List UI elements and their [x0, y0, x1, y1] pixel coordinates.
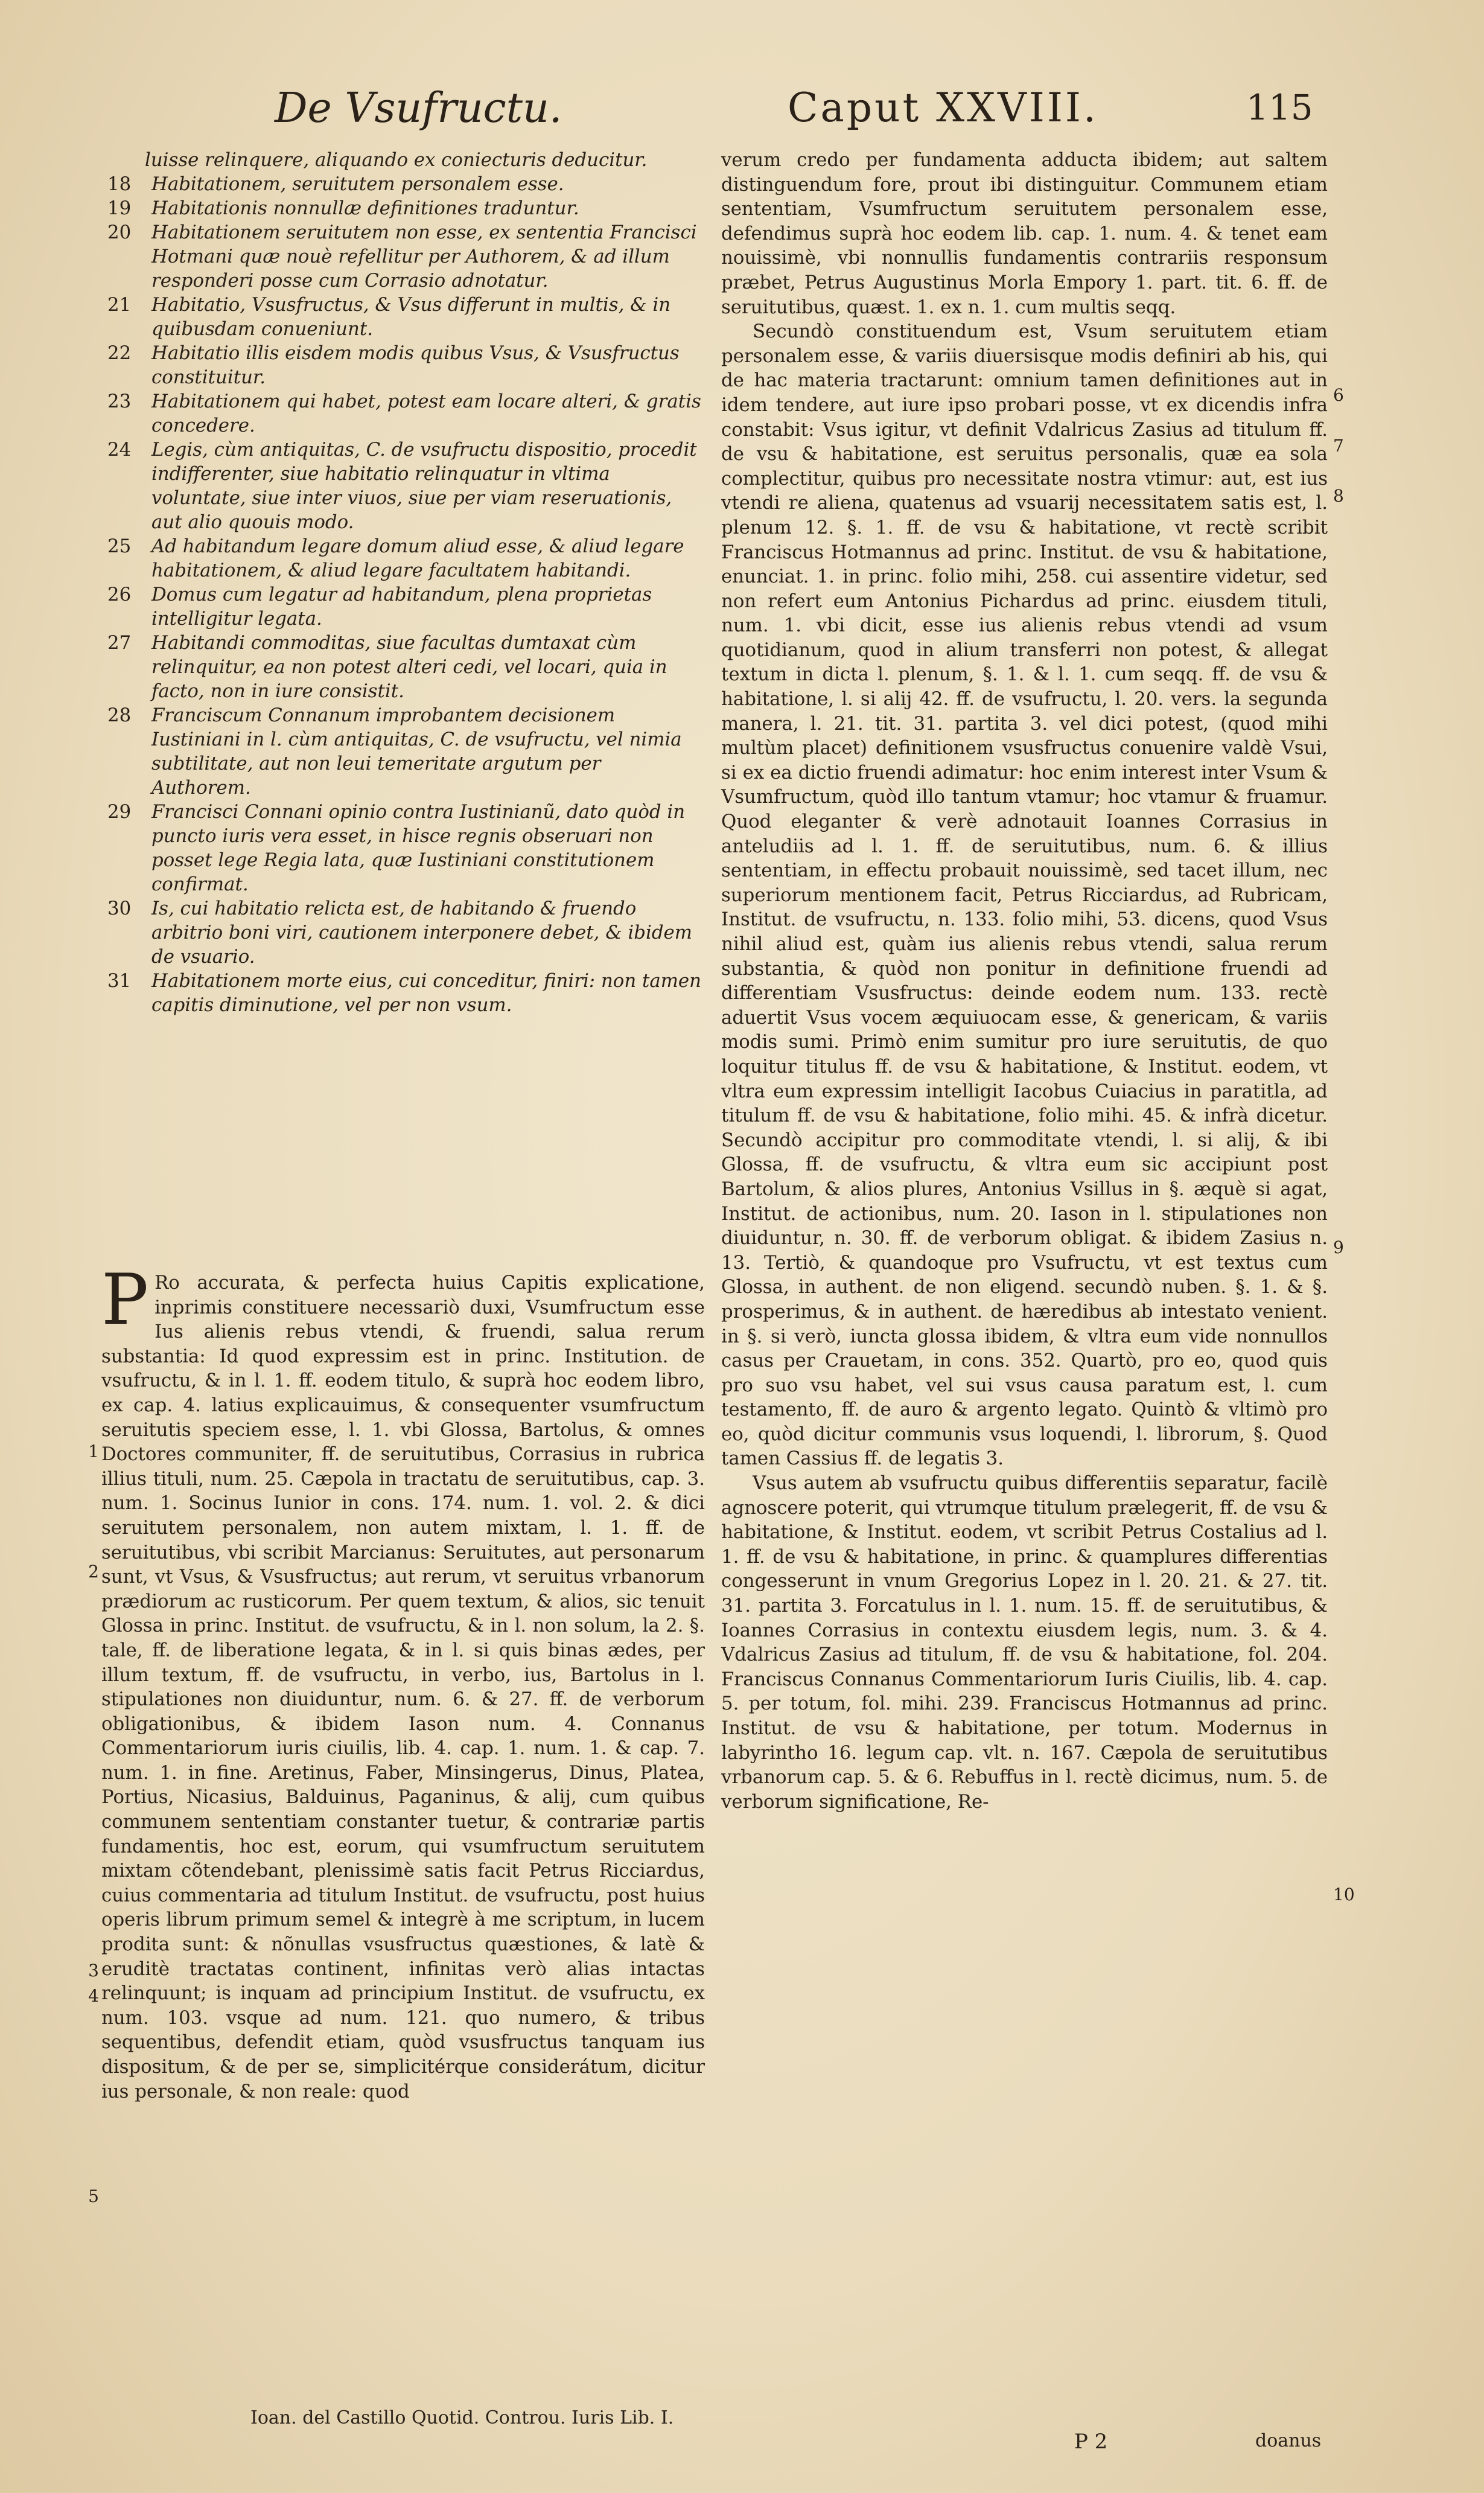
summary-item	[101, 438, 705, 534]
summary-item	[101, 341, 705, 389]
summary-item-number: 23	[107, 391, 132, 412]
margin-number: 4	[88, 1986, 99, 2006]
margin-number: 6	[1333, 385, 1344, 405]
summary-item-number: 30	[107, 898, 132, 919]
summary-item	[101, 703, 705, 800]
right-paragraph-1: verum credo per fundamenta adducta ibidem; aut saltem distinguendum fore, prout ibi distinguitur. Communem etiam sententiam, Vsumfructum seruitutem personalem esse, defendimus suprà hoc eodem lib. cap. 1. num. 4. & tenet eam nouissimè, vbi nonnullis fundamentis contrariis responsum præbet, Petrus Augustinus Morla Empory 1. part. tit. 6. ff. de seruitutibus, quæst. 1. ex n. 1. cum multis seqq.	[721, 149, 1328, 318]
summary-item	[101, 293, 705, 341]
summary-item-number: 29	[107, 801, 132, 823]
summary-item-text: Habitationis nonnullæ definitiones traduntur.	[151, 197, 579, 219]
summary-item-number: 28	[107, 704, 132, 726]
margin-number: 7	[1333, 436, 1344, 456]
margin-number: 5	[88, 2186, 99, 2206]
summary-item	[101, 969, 705, 1017]
margin-number: 2	[88, 1562, 99, 1582]
summary-item	[101, 583, 705, 631]
summary-item-text: Habitandi commoditas, siue facultas dumtaxat cùm relinquitur, ea non potest alteri cedi, vel locari, quia in facto, non in iure consistit.	[151, 632, 667, 702]
summary-item-text: Legis, cùm antiquitas, C. de vsufructu dispositio, procedit indifferenter, siue habitatio relinquatur in vltima voluntate, siue inter viuos, siue per viam reseruationis, aut alio quouis modo.	[151, 439, 697, 533]
chapter-heading: Caput XXVIII.	[788, 85, 1098, 131]
summary-item-text: Habitationem, seruitutem personalem esse.	[151, 173, 564, 195]
summary-item	[101, 896, 705, 969]
summary-item-text: Ad habitandum legare domum aliud esse, & aliud legare habitationem, & aliud legare facultatem habitandi.	[151, 535, 684, 581]
margin-number: 10	[1333, 1885, 1355, 1904]
main-text-right	[721, 148, 1328, 1814]
summary-item-text: Habitationem qui habet, potest eam locare alteri, & gratis concedere.	[151, 391, 701, 436]
drop-cap: P	[101, 1259, 149, 1341]
summary-list	[101, 172, 705, 1017]
running-title: De Vsufructu.	[275, 85, 562, 132]
summary-item-number: 22	[107, 342, 132, 364]
catchword-left: Ioan. del Castillo Quotid. Controu. Iuris Lib. I.	[250, 2407, 674, 2428]
main-text-left	[101, 1259, 705, 2104]
main-paragraph-1: Ro accurata, & perfecta huius Capitis explicatione, inprimis constituere necessariò duxi, Vsumfructum esse Ius alienis rebus vtendi, & fruendi, salua rerum substantia: Id quod expressim est in princ. Institution. de vsufructu, & in l. 1. ff. eodem titulo, & suprà hoc eodem libro, ex cap. 4. latius explicauimus, & consequenter vsumfructum seruitutis speciem esse, l. 1. vbi Glossa, Bartolus, & omnes Doctores communiter, ff. de seruitutibus, Corrasius in rubrica illius tituli, num. 25. Cæpola in tractatu de seruitutibus, cap. 3. num. 1. Socinus Iunior in cons. 174. num. 1. vol. 2. & dici seruitutem personalem, non autem mixtam, l. 1. ff. de seruitutibus, vbi scribit Marcianus: Seruitutes, aut personarum sunt, vt Vsus, & Vsusfructus; aut rerum, vt seruitus vrbanorum prædiorum ac rusticorum. Per quem textum, & alios, sic tenuit Glossa in princ. Institut. de vsufructu, & in l. non solum, la 2. §. tale, ff. de liberatione legata, & in l. si quis binas ædes, per illum textum, ff. de vsufructu, in verbo, ius, Bartolus in l. stipulationes non diuiduntur, num. 6. & 27. ff. de verborum obligationibus, & ibidem Iason num. 4. Connanus Commentariorum iuris ciuilis, lib. 4. cap. 1. num. 1. & cap. 7. num. 1. in fine. Aretinus, Faber, Minsingerus, Dinus, Platea, Portius, Nicasius, Balduinus, Paganinus, & alij, cum quibus communem sententiam constanter tuetur, & contrariæ partis fundamentis, hoc est, eorum, qui vsumfructum seruitutem mixtam cõtendebant, plenissimè satis facit Petrus Ricciardus, cuius commentaria ad titulum Institut. de vsufructu, post huius operis librum primum semel & integrè à me scriptum, in lucem prodita sunt: & nõnullas vsusfructus quæstiones, & latè & eruditè tractatas continent, infinitas verò alias intactas relinquunt; is inquam ad principium Institut. de vsufructu, ex num. 103. vsque ad num. 121. quo numero, & tribus sequentibus, defendit etiam, quòd vsusfructus tanquam ius dispositum, & de per se, simplicitérque considerátum, dicitur ius personale, & non reale: quod	[101, 1272, 705, 2102]
summary-item-text: Francisci Connani opinio contra Iustinianũ, dato quòd in puncto iuris vera esset, in hisce regnis obseruari non posset lege Regia lata, quæ Iustiniani constitutionem confirmat.	[151, 801, 686, 895]
summary-item-number: 21	[107, 294, 132, 316]
summary-item-number: 18	[107, 173, 132, 195]
summary-item-text: Franciscum Connanum improbantem decisionem Iustiniani in l. cùm antiquitas, C. de vsufructu, vel nimia subtilitate, aut non leui temeritate argutum per Authorem.	[151, 704, 682, 799]
summary-item	[101, 196, 705, 220]
summary-lead: luisse relinquere, aliquando ex coniecturis deducitur.	[145, 149, 648, 171]
summary-item	[101, 172, 705, 196]
summary-item-number: 26	[107, 584, 132, 605]
summary-item-number: 31	[107, 970, 132, 992]
summary-item-text: Habitatio illis eisdem modis quibus Vsus, & Vsusfructus constituitur.	[151, 342, 680, 388]
margin-number: 9	[1333, 1237, 1344, 1257]
summary-item-text: Habitationem morte eius, cui conceditur, finiri: non tamen capitis diminutione, vel per non vsum.	[151, 970, 701, 1016]
summary-item-number: 24	[107, 439, 132, 461]
right-paragraph-2: Secundò constituendum est, Vsum seruitutem etiam personalem esse, & variis diuersisque modis definiri ab his, qui de hac materia tractarunt: omnium tamen definitiones aut in idem tendere, aut iure ipso probari posse, vt ex dicendis infra constabit: Vsus igitur, vt definit Vdalricus Zasius ad titulum ff. de vsu & habitatione, est seruitus personalis, quæ ea sola complectitur, quibus pro necessitate nostra vtimur: aut, est ius vtendi re aliena, quatenus ad vsuarij necessitatem satis est, l. plenum 12. §. 1. ff. de vsu & habitatione, vt rectè scribit Franciscus Hotmannus ad princ. Institut. de vsu & habitatione, enunciat. 1. in princ. folio mihi, 258. cui assentire videtur, sed non refert eum Antonius Pichardus ad princ. eiusdem tituli, num. 1. vbi dicit, esse ius alienis rebus vtendi ad vsum quotidianum, quod in alium transferri non potest, & allegat textum in dicta l. plenum, §. 1. & l. 1. cum seqq. ff. de vsu & habitatione, l. si alij 42. ff. de vsufructu, l. 20. vers. la segunda manera, l. 21. tit. 31. partita 3. vel dici potest, (quod mihi multùm placet) definitionem vsusfructus conuenire valdè Vsui, si ex ea dictio fruendi adimatur: hoc enim interest inter Vsum & Vsumfructum, quòd illo tantum vtamur; hoc vtamur & fruamur. Quod eleganter & verè adnotauit Ioannes Corrasius in anteludiis ad l. 1. ff. de seruitutibus, num. 6. & illius sententiam, in effectu probauit nouissimè, sed tacet illum, nec superiorum mentionem facit, Petrus Ricciardus, ad Rubricam, Institut. de vsufructu, n. 133. folio mihi, 53. dicens, quod Vsus nihil aliud est, quàm ius alienis rebus vtendi, salua rerum substantia, & quòd non ponitur in definitione fruendi ad differentiam Vsusfructus: deinde eodem num. 133. rectè aduertit Vsus vocem æquiuocam esse, & genericam, & variis modis sumi. Primò enim sumitur pro iure seruitutis, de quo loquitur titulus ff. de vsu & habitatione, & Institut. eodem, vt vltra eum expressim intelligit Iacobus Cuiacius in paratitla, ad titulum ff. de vsu & habitatione, folio mihi. 45. & infrà dicetur. Secundò accipitur pro commoditate vtendi, l. si alij, & ibi Glossa, ff. de vsufructu, & vltra eum sic accipiunt post Bartolum, & alios plures, Antonius Vsillus in §. æquè si agat, Institut. de actionibus, num. 20. Iason in l. stipulationes non diuiduntur, n. 30. ff. de verborum obligat. & ibidem Zasius n. 13. Tertiò, & quandoque pro Vsufructu, vt est textus cum Glossa, in authent. de non eligend. secundò nuben. §. 1. & §. prosperimus, & in authent. de hæredibus ab intestato venient. in §. si verò, iuncta glossa ibidem, & vltra eum vide nonnullos casus per Crauetam, in cons. 352. Quartò, pro eo, quod quis pro suo vsu habet, vel sui vsus causa paratum est, l. cum testamento, ff. de auro & argento legato. Quintò & vltimò pro eo, quòd dicitur communis vsus loquendi, l. librorum, §. Quod tamen Cassius ff. de legatis 3.	[721, 321, 1328, 1470]
page-number: 115	[1246, 87, 1313, 128]
summary-item	[101, 631, 705, 703]
summary-item-number: 20	[107, 222, 132, 243]
right-paragraph-3: Vsus autem ab vsufructu quibus differentiis separatur, facilè agnoscere poterit, qui vtrumque titulum prælegerit, ff. de vsu & habitatione, & Institut. eodem, vt scribit Petrus Costalius ad l. 1. ff. de vsu & habitatione, in princ. & quamplures differentias congesserunt in vnum Gregorius Lopez in l. 20. 21. & 27. tit. 31. partita 3. Forcatulus in l. 1. num. 15. ff. de seruitutibus, & Ioannes Corrasius in contextu eiusdem legis, num. 3. & 4. Vdalricus Zasius ad titulum, ff. de vsu & habitatione, fol. 204. Franciscus Connanus Commentariorum Iuris Ciuilis, lib. 4. cap. 5. per totum, fol. mihi. 239. Franciscus Hotmannus ad princ. Institut. de vsu & habitatione, per totum. Modernus in labyrintho 16. legum cap. vlt. n. 167. Cæpola de seruitutibus vrbanorum cap. 5. & 6. Rebuffus in l. rectè dicimus, num. 5. de verborum significatione, Re-	[721, 1472, 1328, 1813]
margin-number: 3	[88, 1961, 99, 1981]
summary-item	[101, 800, 705, 896]
summary-item-text: Habitationem seruitutem non esse, ex sententia Francisci Hotmani quæ nouè refellitur per Authorem, & ad illum responderi posse cum Corrasio adnotatur.	[151, 222, 697, 292]
signature-mark: P 2	[1074, 2430, 1108, 2454]
summary-item-text: Habitatio, Vsusfructus, & Vsus differunt in multis, & in quibusdam conueniunt.	[151, 294, 671, 340]
margin-number: 8	[1333, 486, 1344, 506]
margin-number: 1	[88, 1441, 99, 1461]
running-header	[0, 85, 1484, 139]
summary-item-text: Is, cui habitatio relicta est, de habitando & fruendo arbitrio boni viri, cautionem interponere debet, & ibidem de vsuario.	[151, 898, 692, 968]
summary-item	[101, 220, 705, 293]
summary-item	[101, 534, 705, 583]
summary-item-number: 25	[107, 535, 132, 557]
summary-item-text: Domus cum legatur ad habitandum, plena proprietas intelligitur legata.	[151, 584, 652, 630]
summary-item-number: 19	[107, 197, 132, 219]
summary-item-number: 27	[107, 632, 132, 654]
catchword-right: doanus	[1255, 2430, 1322, 2451]
summary-item	[101, 389, 705, 438]
chapter-summary	[101, 148, 705, 1017]
